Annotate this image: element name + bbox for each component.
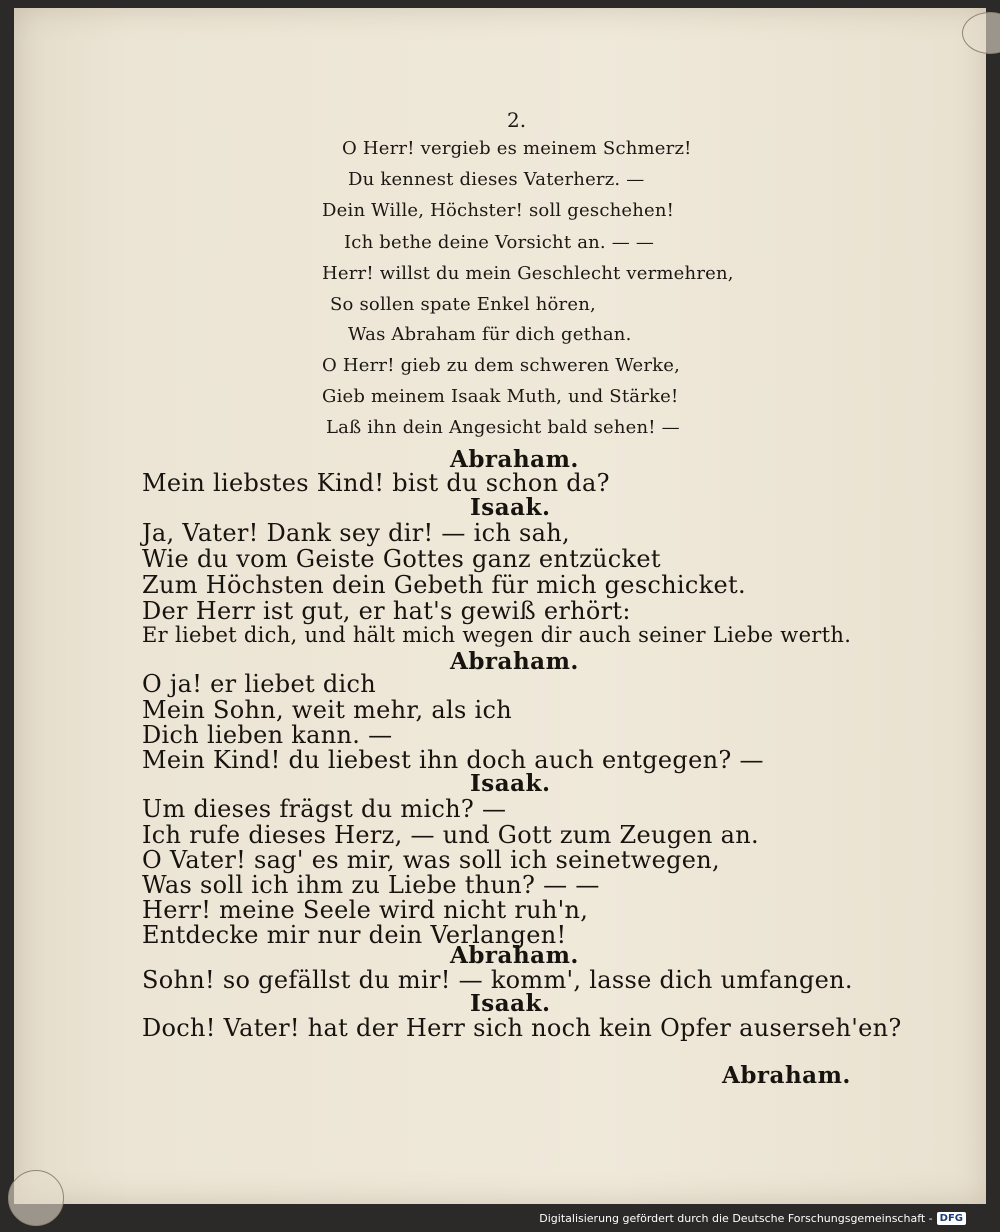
verse-line: So sollen spate Enkel hören, — [330, 294, 596, 315]
verse-line: Dein Wille, Höchster! soll geschehen! — [322, 200, 675, 221]
verse-line: Gieb meinem Isaak Muth, und Stärke! — [322, 386, 679, 407]
dialogue-line: Dich lieben kann. — — [142, 721, 393, 749]
dialogue-line: Sohn! so gefällst du mir! — komm', lasse dich umfangen. — [142, 966, 853, 994]
speaker-heading: Abraham. — [450, 446, 579, 473]
verse-line: Du kennest dieses Vaterherz. — — [348, 169, 645, 190]
dialogue-line: O ja! er liebet dich — [142, 670, 376, 698]
dialogue-line: Was soll ich ihm zu Liebe thun? — — — [142, 871, 600, 899]
digitization-credit — [539, 1208, 966, 1228]
verse-line: Laß ihn dein Angesicht bald sehen! — — [326, 417, 680, 438]
verse-line: Herr! willst du mein Geschlecht vermehren, — [322, 263, 734, 284]
dialogue-line: Wie du vom Geiste Gottes ganz entzücket — [142, 545, 661, 573]
speaker-heading: Isaak. — [470, 770, 551, 797]
page-corner-mark — [8, 1170, 64, 1226]
dfg-logo-icon: DFG — [937, 1212, 966, 1225]
dialogue-line: Entdecke mir nur dein Verlangen! — [142, 921, 567, 949]
dialogue-line: Um dieses frägst du mich? — — [142, 795, 507, 823]
dialogue-line: Mein Sohn, weit mehr, als ich — [142, 696, 513, 724]
speaker-heading: Isaak. — [470, 990, 551, 1017]
dialogue-line: O Vater! sag' es mir, was soll ich seinetwegen, — [142, 846, 720, 874]
dialogue-line: Zum Höchsten dein Gebeth für mich geschicket. — [142, 571, 746, 599]
page-number: 2. — [507, 108, 527, 132]
speaker-heading: Isaak. — [470, 494, 551, 521]
dialogue-line: Der Herr ist gut, er hat's gewiß erhört: — [142, 597, 631, 625]
verse-line: Was Abraham für dich gethan. — [348, 324, 632, 345]
dialogue-line: Er liebet dich, und hält mich wegen dir auch seiner Liebe werth. — [142, 623, 852, 647]
verse-line: Ich bethe deine Vorsicht an. — — — [344, 232, 655, 253]
dialogue-line: Doch! Vater! hat der Herr sich noch kein Opfer auserseh'en? — [142, 1014, 902, 1042]
dialogue-line: Herr! meine Seele wird nicht ruh'n, — [142, 896, 589, 924]
bleed-through-heading — [314, 96, 337, 150]
dialogue-line: Mein liebstes Kind! bist du schon da? — [142, 469, 610, 497]
page-corner-mark — [962, 12, 1000, 54]
credit-text: Digitalisierung gefördert durch die Deutsche Forschungsgemeinschaft - — [539, 1211, 933, 1225]
dialogue-line: Ja, Vater! Dank sey dir! — ich sah, — [142, 519, 570, 547]
scanned-page — [14, 8, 986, 1204]
speaker-heading: Abraham. — [450, 648, 579, 675]
speaker-heading: Abraham. — [450, 942, 579, 969]
verse-line: O Herr! gieb zu dem schweren Werke, — [322, 355, 681, 376]
dialogue-line: Mein Kind! du liebest ihn doch auch entgegen? — — [142, 746, 764, 774]
catchword: Abraham. — [722, 1062, 851, 1089]
verse-line: O Herr! vergieb es meinem Schmerz! — [342, 138, 692, 159]
dialogue-line: Ich rufe dieses Herz, — und Gott zum Zeugen an. — [142, 821, 759, 849]
